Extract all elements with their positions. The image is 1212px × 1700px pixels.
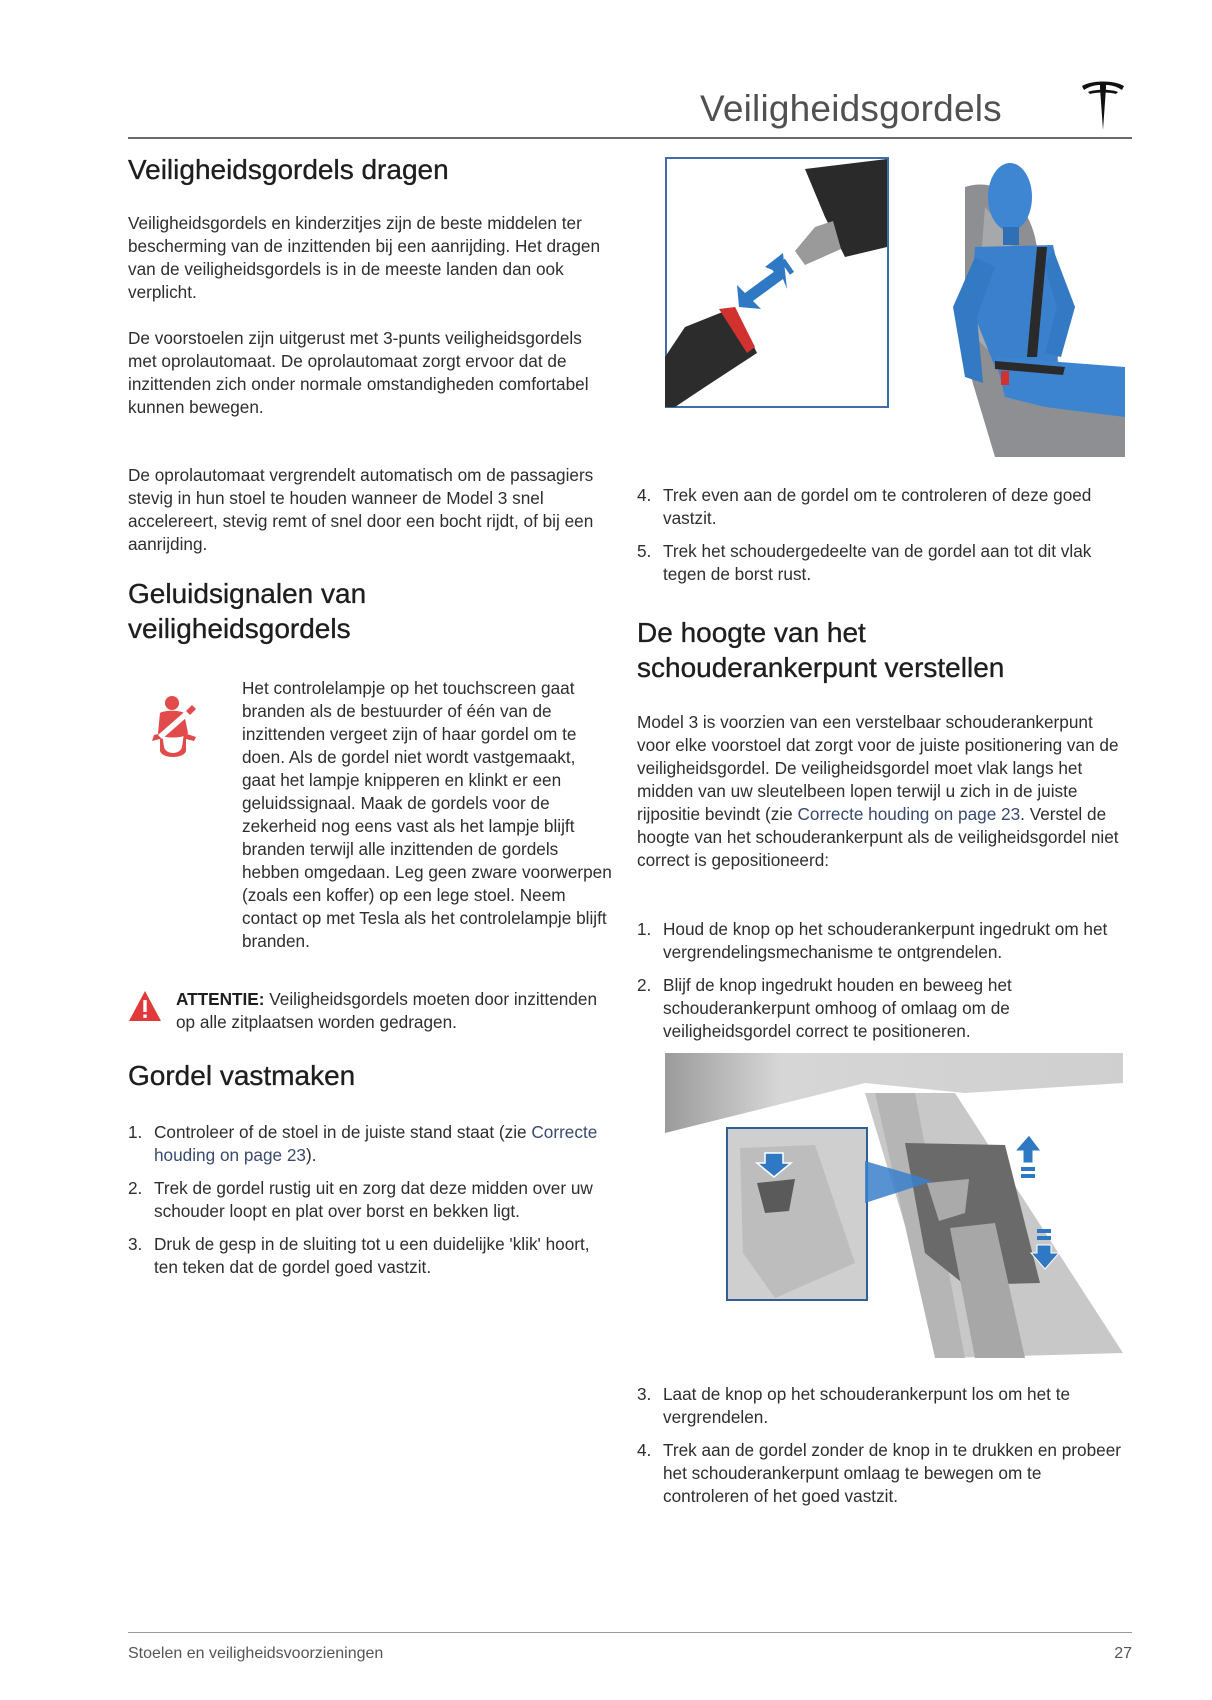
warning-note bbox=[176, 988, 616, 1034]
shoulder-anchor-illustration bbox=[665, 1053, 1123, 1358]
fasten-steps-list-continued bbox=[637, 484, 1127, 596]
step-number: 5. bbox=[637, 541, 652, 561]
step-number: 3. bbox=[128, 1234, 143, 1254]
paragraph-seatbelts-intro: Veiligheidsgordels en kinderzitjes zijn de beste middelen ter bescherming van de inzittenden bij een aanrijding. Het dragen van de veiligheidsgordels is in de meeste landen dan ook verplicht. bbox=[128, 213, 601, 302]
list-item bbox=[637, 1439, 1127, 1508]
warning-triangle-icon bbox=[128, 990, 162, 1022]
step-number: 1. bbox=[637, 919, 652, 939]
page-header-title: Veiligheidsgordels bbox=[700, 88, 1002, 129]
step-number: 1. bbox=[128, 1122, 143, 1142]
step-text: Houd de knop op het schouderankerpunt ingedrukt om het vergrendelingsmechanisme te ontgrendelen. bbox=[663, 919, 1108, 962]
paragraph-front-seats: De voorstoelen zijn uitgerust met 3-punts veiligheidsgordels met oprolautomaat. De oprolautomaat zorgt ervoor dat de inzittenden zich onder normale omstandigheden comfortabel kunnen bewegen. bbox=[128, 328, 589, 417]
step-text: Laat de knop op het schouderankerpunt los om het te vergrendelen. bbox=[663, 1384, 1071, 1427]
seatbelt-warning-icon bbox=[150, 695, 202, 759]
list-item bbox=[128, 1121, 618, 1167]
step-text: Controleer of de stoel in de juiste stand staat (zie bbox=[154, 1122, 532, 1142]
step-text: Blijf de knop ingedrukt houden en beweeg het schouderankerpunt omhoog of omlaag om de veiligheidsgordel correct te positioneren. bbox=[663, 975, 1012, 1041]
list-item bbox=[637, 974, 1127, 1043]
step-text: Druk de gesp in de sluiting tot u een duidelijke 'klik' hoort, ten teken dat de gordel goed vastzit. bbox=[154, 1234, 590, 1277]
warning-label: ATTENTIE: bbox=[176, 989, 265, 1009]
paragraph-text: Model 3 is voorzien van een verstelbaar schouderankerpunt voor elke voorstoel dat zorgt voor de juiste positionering van de veiligheidsgordel. De veiligheidsgordel moet vlak langs het midden van uw sleutelbeen lopen terwijl u zich in de juiste rijpositie bevindt (zie bbox=[637, 712, 1119, 824]
step-text: Trek aan de gordel zonder de knop in te drukken en probeer het schouderankerpunt omlaag te bewegen om te controleren of het goed vastzit. bbox=[663, 1440, 1121, 1506]
heading-line-1: De hoogte van het bbox=[637, 617, 866, 648]
list-item bbox=[637, 484, 1127, 530]
step-text: Trek even aan de gordel om te controleren of deze goed vastzit. bbox=[663, 485, 1092, 528]
paragraph-reminder-text: Het controlelampje op het touchscreen gaat branden als de bestuurder of één van de inzittenden vergeet zijn of haar gordel om te doen. Als de gordel niet wordt vastgemaakt, gaat het lampje knipperen en klinkt er een geluidssignaal. Maak de gordels voor de zekerheid nog eens vast als het lampje blijft branden terwijl alle inzittenden de gordels hebben omgedaan. Leg geen zware voorwerpen (zoals een koffer) op een lege stoel. Neem contact op met Tesla als het controlelampje blijft branden. bbox=[242, 678, 612, 951]
warning-text: Veiligheidsgordels moeten door inzittenden op alle zitplaatsen worden gedragen. bbox=[176, 989, 597, 1032]
step-number: 2. bbox=[128, 1178, 143, 1198]
page-number: 27 bbox=[1114, 1645, 1132, 1662]
list-item bbox=[637, 918, 1127, 964]
heading-seatbelt-reminders bbox=[128, 576, 618, 646]
heading-fasten-seatbelt: Gordel vastmaken bbox=[128, 1060, 356, 1091]
heading-adjust-shoulder-anchor bbox=[637, 615, 1127, 685]
list-item bbox=[637, 540, 1127, 586]
heading-line-2: veiligheidsgordels bbox=[128, 613, 351, 644]
heading-wearing-seatbelts: Veiligheidsgordels dragen bbox=[128, 154, 449, 185]
step-number: 4. bbox=[637, 1440, 652, 1460]
adjust-steps-list bbox=[637, 918, 1127, 1053]
step-number: 3. bbox=[637, 1384, 652, 1404]
footer-rule bbox=[128, 1632, 1132, 1633]
list-item bbox=[128, 1233, 618, 1279]
step-number: 4. bbox=[637, 485, 652, 505]
heading-line-2: schouderankerpunt verstellen bbox=[637, 652, 1005, 683]
paragraph-text-after: . Verstel de hoogte van het schouderankerpunt als de veiligheidsgordel niet correct is gepositioneerd: bbox=[637, 804, 1119, 870]
paragraph-shoulder-anchor bbox=[637, 711, 1127, 872]
step-text: Trek het schoudergedeelte van de gordel aan tot dit vlak tegen de borst rust. bbox=[663, 541, 1092, 584]
tesla-logo-icon bbox=[1080, 80, 1126, 132]
adjust-steps-list-continued bbox=[637, 1383, 1127, 1518]
heading-line-1: Geluidsignalen van bbox=[128, 578, 367, 609]
link-correct-posture[interactable]: Correcte houding on page 23 bbox=[154, 1122, 598, 1165]
step-text: Trek de gordel rustig uit en zorg dat deze midden over uw schouder loopt en plat over borst en bekken ligt. bbox=[154, 1178, 593, 1221]
list-item bbox=[128, 1177, 618, 1223]
step-number: 2. bbox=[637, 975, 652, 995]
seatbelt-buckle-illustration bbox=[665, 157, 1125, 457]
header-rule bbox=[128, 137, 1132, 139]
list-item bbox=[637, 1383, 1127, 1429]
fasten-steps-list bbox=[128, 1121, 618, 1289]
footer-section-title: Stoelen en veiligheidsvoorzieningen bbox=[128, 1645, 384, 1662]
step-text-after: ). bbox=[305, 1145, 317, 1165]
link-correct-posture[interactable]: Correcte houding on page 23 bbox=[797, 804, 1021, 824]
paragraph-retractor-lock: De oprolautomaat vergrendelt automatisch om de passagiers stevig in hun stoel te houden wanneer de Model 3 snel accelereert, stevig remt of snel door een bocht rijdt, of bij een aanrijding. bbox=[128, 465, 594, 554]
